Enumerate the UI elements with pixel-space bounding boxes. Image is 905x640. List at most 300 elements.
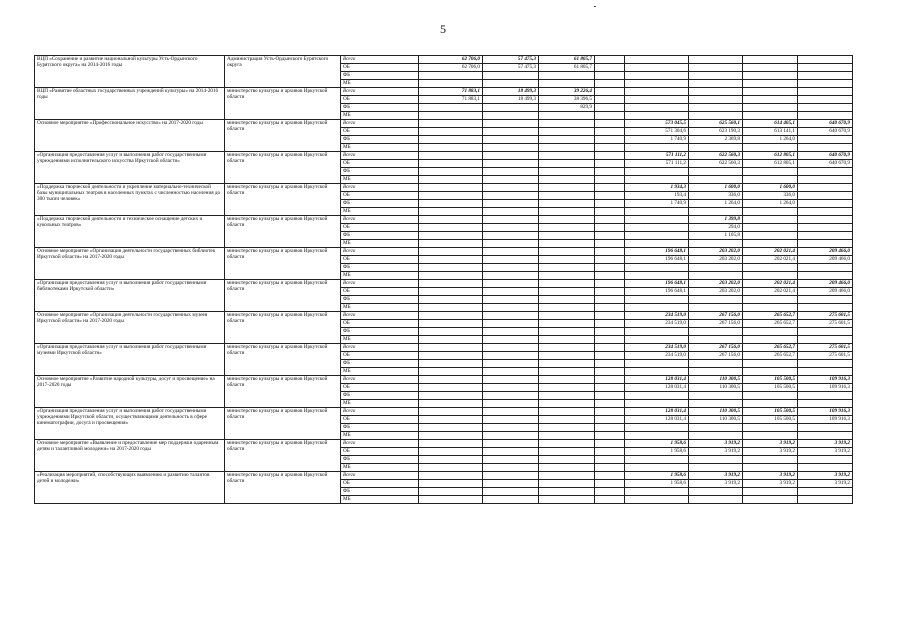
responsible-executor: министерство культуры и архивов Иркутской области xyxy=(225,440,341,472)
funding-source: МБ xyxy=(341,144,419,152)
empty-cell xyxy=(595,288,625,296)
amount-cell xyxy=(539,416,595,424)
amount-cell xyxy=(483,128,539,136)
empty-cell xyxy=(595,376,625,384)
amount-cell: 625 560,1 xyxy=(689,120,743,128)
amount-cell xyxy=(743,360,798,368)
amount-cell xyxy=(798,464,853,472)
amount-cell xyxy=(419,344,483,352)
amount-cell xyxy=(483,288,539,296)
amount-cell xyxy=(539,288,595,296)
amount-cell xyxy=(483,152,539,160)
funding-source: МБ xyxy=(341,432,419,440)
amount-cell: 202 021,4 xyxy=(743,288,798,296)
amount-cell xyxy=(539,360,595,368)
amount-cell xyxy=(743,88,798,96)
amount-cell xyxy=(798,240,853,248)
amount-cell xyxy=(539,168,595,176)
amount-cell: 62 706,0 xyxy=(419,56,483,64)
amount-cell xyxy=(539,336,595,344)
amount-cell xyxy=(483,264,539,272)
amount-cell: 3 919,2 xyxy=(798,480,853,488)
empty-cell xyxy=(595,392,625,400)
amount-cell xyxy=(419,328,483,336)
amount-cell xyxy=(625,424,689,432)
amount-cell xyxy=(419,440,483,448)
amount-cell xyxy=(483,272,539,280)
amount-cell xyxy=(743,328,798,336)
empty-cell xyxy=(595,80,625,88)
funding-source: Всего xyxy=(341,248,419,256)
funding-source: ФБ xyxy=(341,392,419,400)
funding-source: ФБ xyxy=(341,136,419,144)
amount-cell xyxy=(419,424,483,432)
amount-cell xyxy=(483,256,539,264)
empty-cell xyxy=(595,440,625,448)
empty-cell xyxy=(595,344,625,352)
amount-cell xyxy=(689,456,743,464)
amount-cell: 265 652,7 xyxy=(743,312,798,320)
amount-cell xyxy=(539,400,595,408)
amount-cell: 267 156,0 xyxy=(689,352,743,360)
amount-cell xyxy=(539,408,595,416)
amount-cell xyxy=(419,464,483,472)
amount-cell xyxy=(539,232,595,240)
amount-cell: 1 264,0 xyxy=(743,136,798,144)
amount-cell: 275 601,5 xyxy=(798,320,853,328)
empty-cell xyxy=(595,456,625,464)
table-row xyxy=(35,152,853,160)
amount-cell: 110 300,5 xyxy=(689,416,743,424)
funding-source: Всего xyxy=(341,344,419,352)
amount-cell: 234 519,0 xyxy=(625,312,689,320)
amount-cell: 614 405,1 xyxy=(743,120,798,128)
amount-cell xyxy=(483,400,539,408)
amount-cell: 622 560,3 xyxy=(689,152,743,160)
amount-cell xyxy=(625,168,689,176)
amount-cell xyxy=(483,344,539,352)
funding-source: Всего xyxy=(341,120,419,128)
amount-cell xyxy=(483,240,539,248)
amount-cell: 57 475,3 xyxy=(483,56,539,64)
amount-cell xyxy=(625,112,689,120)
table-row xyxy=(35,56,853,64)
table-row xyxy=(35,472,853,480)
table-row xyxy=(35,376,853,384)
amount-cell xyxy=(539,160,595,168)
amount-cell xyxy=(483,312,539,320)
empty-cell xyxy=(595,152,625,160)
amount-cell xyxy=(419,368,483,376)
amount-cell xyxy=(539,216,595,224)
amount-cell xyxy=(483,112,539,120)
amount-cell xyxy=(419,152,483,160)
amount-cell: 3 919,2 xyxy=(689,480,743,488)
amount-cell xyxy=(539,272,595,280)
amount-cell xyxy=(689,168,743,176)
amount-cell xyxy=(419,496,483,504)
amount-cell: 640 670,9 xyxy=(798,128,853,136)
amount-cell xyxy=(539,304,595,312)
amount-cell xyxy=(743,176,798,184)
amount-cell xyxy=(539,120,595,128)
amount-cell xyxy=(798,424,853,432)
amount-cell xyxy=(419,176,483,184)
amount-cell xyxy=(625,96,689,104)
amount-cell xyxy=(625,80,689,88)
empty-cell xyxy=(595,328,625,336)
amount-cell: 1 264,0 xyxy=(743,200,798,208)
amount-cell: 3 919,2 xyxy=(689,472,743,480)
amount-cell: 1 958,6 xyxy=(625,448,689,456)
funding-source: МБ xyxy=(341,80,419,88)
funding-source: МБ xyxy=(341,304,419,312)
empty-cell xyxy=(595,384,625,392)
amount-cell xyxy=(483,80,539,88)
empty-cell xyxy=(595,424,625,432)
amount-cell: 573 045,5 xyxy=(625,120,689,128)
empty-cell xyxy=(595,496,625,504)
amount-cell xyxy=(539,128,595,136)
amount-cell xyxy=(743,72,798,80)
amount-cell xyxy=(483,352,539,360)
empty-cell xyxy=(595,432,625,440)
funding-source: Всего xyxy=(341,408,419,416)
empty-cell xyxy=(595,312,625,320)
amount-cell xyxy=(689,240,743,248)
amount-cell xyxy=(625,336,689,344)
amount-cell xyxy=(419,400,483,408)
funding-source: ОБ xyxy=(341,480,419,488)
amount-cell xyxy=(798,360,853,368)
amount-cell xyxy=(483,376,539,384)
empty-cell xyxy=(595,224,625,232)
funding-source: Всего xyxy=(341,376,419,384)
amount-cell xyxy=(419,264,483,272)
amount-cell xyxy=(689,112,743,120)
amount-cell: 640 670,9 xyxy=(798,160,853,168)
amount-cell: 571 304,6 xyxy=(625,128,689,136)
amount-cell xyxy=(798,208,853,216)
amount-cell xyxy=(743,488,798,496)
amount-cell xyxy=(743,56,798,64)
amount-cell xyxy=(419,184,483,192)
funding-source: Всего xyxy=(341,472,419,480)
amount-cell xyxy=(798,296,853,304)
amount-cell xyxy=(689,96,743,104)
amount-cell xyxy=(539,352,595,360)
empty-cell xyxy=(595,448,625,456)
empty-cell xyxy=(595,120,625,128)
amount-cell xyxy=(798,112,853,120)
amount-cell xyxy=(689,304,743,312)
table-row xyxy=(35,408,853,416)
funding-source: МБ xyxy=(341,176,419,184)
amount-cell: 3 919,2 xyxy=(743,440,798,448)
amount-cell xyxy=(689,336,743,344)
amount-cell xyxy=(689,464,743,472)
amount-cell: 571 111,2 xyxy=(625,160,689,168)
amount-cell xyxy=(483,200,539,208)
amount-cell xyxy=(625,56,689,64)
funding-source: Всего xyxy=(341,152,419,160)
amount-cell: 39 226,4 xyxy=(539,88,595,96)
funding-source: МБ xyxy=(341,240,419,248)
amount-cell xyxy=(798,232,853,240)
amount-cell xyxy=(483,384,539,392)
funding-source: ОБ xyxy=(341,224,419,232)
amount-cell xyxy=(483,120,539,128)
empty-cell xyxy=(595,416,625,424)
amount-cell: 336,0 xyxy=(743,192,798,200)
amount-cell xyxy=(483,304,539,312)
amount-cell: 196 648,1 xyxy=(625,280,689,288)
amount-cell: 128 031,4 xyxy=(625,416,689,424)
amount-cell xyxy=(539,296,595,304)
table-row xyxy=(35,88,853,96)
empty-cell xyxy=(595,488,625,496)
amount-cell: 1 600,0 xyxy=(689,184,743,192)
responsible-executor: министерство культуры и архивов Иркутской области xyxy=(225,280,341,312)
scan-dot xyxy=(594,6,596,7)
amount-cell xyxy=(625,464,689,472)
amount-cell xyxy=(798,192,853,200)
amount-cell xyxy=(743,272,798,280)
amount-cell: 110 300,5 xyxy=(689,376,743,384)
amount-cell: 612 805,1 xyxy=(743,152,798,160)
funding-source: Всего xyxy=(341,280,419,288)
empty-cell xyxy=(595,320,625,328)
amount-cell: 612 805,1 xyxy=(743,160,798,168)
amount-cell xyxy=(798,368,853,376)
amount-cell xyxy=(539,464,595,472)
amount-cell xyxy=(419,360,483,368)
amount-cell xyxy=(539,240,595,248)
amount-cell: 1 934,3 xyxy=(625,184,689,192)
funding-source: МБ xyxy=(341,400,419,408)
funding-source: ОБ xyxy=(341,160,419,168)
amount-cell xyxy=(419,488,483,496)
amount-cell xyxy=(419,112,483,120)
funding-source: Всего xyxy=(341,216,419,224)
amount-cell: 3 919,2 xyxy=(743,472,798,480)
table-row xyxy=(35,248,853,256)
amount-cell xyxy=(798,144,853,152)
amount-cell: 829,9 xyxy=(539,104,595,112)
amount-cell: 62 706,0 xyxy=(419,64,483,72)
amount-cell xyxy=(689,88,743,96)
amount-cell: 209 466,0 xyxy=(798,256,853,264)
funding-source: ОБ xyxy=(341,256,419,264)
amount-cell xyxy=(743,232,798,240)
responsible-executor: министерство культуры и архивов Иркутской области xyxy=(225,472,341,504)
amount-cell: 1 958,6 xyxy=(625,480,689,488)
amount-cell xyxy=(689,104,743,112)
amount-cell xyxy=(625,216,689,224)
amount-cell xyxy=(539,472,595,480)
empty-cell xyxy=(595,464,625,472)
activity-name: «Реализация мероприятий, способствующих выявлению и развитию талантов детей и молодежи» xyxy=(35,472,225,504)
amount-cell xyxy=(689,72,743,80)
amount-cell: 613 141,1 xyxy=(743,128,798,136)
funding-source: Всего xyxy=(341,312,419,320)
amount-cell: 128 031,4 xyxy=(625,376,689,384)
amount-cell xyxy=(743,264,798,272)
amount-cell xyxy=(539,456,595,464)
amount-cell xyxy=(743,400,798,408)
funding-source: ФБ xyxy=(341,456,419,464)
activity-name: «Поддержка творческой деятельности и укрепление материально-технической базы муниципальных театров в населенных пунктах с численностью населения до 300 тысяч человек» xyxy=(35,184,225,216)
funding-source: ФБ xyxy=(341,72,419,80)
responsible-executor: министерство культуры и архивов Иркутской области xyxy=(225,408,341,440)
amount-cell xyxy=(539,200,595,208)
amount-cell xyxy=(539,72,595,80)
amount-cell xyxy=(798,72,853,80)
amount-cell xyxy=(419,408,483,416)
amount-cell: 3 919,2 xyxy=(743,480,798,488)
amount-cell xyxy=(689,432,743,440)
amount-cell xyxy=(539,392,595,400)
funding-source: ОБ xyxy=(341,320,419,328)
amount-cell xyxy=(798,80,853,88)
amount-cell xyxy=(798,104,853,112)
amount-cell xyxy=(798,216,853,224)
amount-cell xyxy=(483,464,539,472)
amount-cell xyxy=(539,112,595,120)
amount-cell xyxy=(689,392,743,400)
funding-source: ФБ xyxy=(341,328,419,336)
amount-cell xyxy=(625,328,689,336)
amount-cell xyxy=(419,312,483,320)
amount-cell: 3 919,2 xyxy=(798,440,853,448)
amount-cell xyxy=(539,424,595,432)
amount-cell xyxy=(743,112,798,120)
amount-cell xyxy=(743,216,798,224)
activity-name: «Организация предоставления услуг и выполнения работ государственными музеями Иркутской области» xyxy=(35,344,225,376)
amount-cell xyxy=(625,232,689,240)
empty-cell xyxy=(595,112,625,120)
amount-cell xyxy=(798,168,853,176)
amount-cell: 203 202,0 xyxy=(689,248,743,256)
amount-cell: 105 500,5 xyxy=(743,416,798,424)
amount-cell: 265 652,7 xyxy=(743,352,798,360)
empty-cell xyxy=(595,360,625,368)
amount-cell: 1 958,6 xyxy=(625,440,689,448)
amount-cell xyxy=(483,368,539,376)
amount-cell xyxy=(419,200,483,208)
amount-cell xyxy=(419,272,483,280)
amount-cell xyxy=(743,80,798,88)
responsible-executor: министерство культуры и архивов Иркутской области xyxy=(225,184,341,216)
amount-cell xyxy=(419,160,483,168)
empty-cell xyxy=(595,184,625,192)
funding-source: МБ xyxy=(341,368,419,376)
amount-cell: 18 499,3 xyxy=(483,96,539,104)
empty-cell xyxy=(595,208,625,216)
amount-cell xyxy=(483,416,539,424)
funding-source: ФБ xyxy=(341,104,419,112)
amount-cell xyxy=(419,384,483,392)
amount-cell xyxy=(539,320,595,328)
responsible-executor: министерство культуры и архивов Иркутской области xyxy=(225,216,341,248)
table-row xyxy=(35,344,853,352)
amount-cell xyxy=(483,184,539,192)
amount-cell xyxy=(743,464,798,472)
amount-cell xyxy=(689,56,743,64)
amount-cell xyxy=(539,440,595,448)
amount-cell xyxy=(539,136,595,144)
empty-cell xyxy=(595,56,625,64)
amount-cell xyxy=(539,480,595,488)
amount-cell: 71 883,1 xyxy=(419,96,483,104)
amount-cell xyxy=(743,96,798,104)
amount-cell xyxy=(483,448,539,456)
empty-cell xyxy=(595,272,625,280)
amount-cell xyxy=(689,424,743,432)
activity-name: «Организация предоставления услуг и выполнения работ государственными библиотеками Иркутской области» xyxy=(35,280,225,312)
amount-cell: 203 202,0 xyxy=(689,280,743,288)
funding-source: МБ xyxy=(341,112,419,120)
amount-cell xyxy=(625,368,689,376)
amount-cell xyxy=(743,304,798,312)
amount-cell xyxy=(483,144,539,152)
amount-cell xyxy=(419,168,483,176)
amount-cell xyxy=(483,472,539,480)
amount-cell xyxy=(743,296,798,304)
amount-cell: 265 652,7 xyxy=(743,344,798,352)
amount-cell xyxy=(689,144,743,152)
table-row xyxy=(35,440,853,448)
amount-cell xyxy=(689,264,743,272)
amount-cell xyxy=(539,448,595,456)
activity-name: Основное мероприятие «Организация деятельности государственных библиотек Иркутской области» на 2017-2020 годы xyxy=(35,248,225,280)
amount-cell: 267 156,0 xyxy=(689,320,743,328)
amount-cell: 275 601,5 xyxy=(798,352,853,360)
amount-cell xyxy=(539,208,595,216)
amount-cell xyxy=(689,400,743,408)
amount-cell xyxy=(419,72,483,80)
amount-cell xyxy=(743,168,798,176)
amount-cell xyxy=(483,424,539,432)
amount-cell: 18 499,3 xyxy=(483,88,539,96)
budget-table xyxy=(34,55,853,504)
funding-source: ОБ xyxy=(341,416,419,424)
amount-cell xyxy=(625,264,689,272)
amount-cell xyxy=(798,176,853,184)
amount-cell xyxy=(689,328,743,336)
empty-cell xyxy=(595,136,625,144)
amount-cell xyxy=(483,232,539,240)
empty-cell xyxy=(595,200,625,208)
empty-cell xyxy=(595,192,625,200)
amount-cell xyxy=(483,208,539,216)
amount-cell: 209 466,0 xyxy=(798,280,853,288)
amount-cell xyxy=(483,440,539,448)
funding-source: ФБ xyxy=(341,296,419,304)
amount-cell xyxy=(419,288,483,296)
amount-cell xyxy=(798,264,853,272)
empty-cell xyxy=(595,240,625,248)
amount-cell: 234 519,0 xyxy=(625,320,689,328)
activity-name: ВЦП «Сохранение и развитие национальной культуры Усть-Ордынского Бурятского округа» на 2014-2016 годы xyxy=(35,56,225,88)
empty-cell xyxy=(595,176,625,184)
funding-source: ФБ xyxy=(341,360,419,368)
amount-cell: 267 156,0 xyxy=(689,344,743,352)
amount-cell xyxy=(539,488,595,496)
empty-cell xyxy=(595,400,625,408)
funding-source: ОБ xyxy=(341,352,419,360)
amount-cell xyxy=(539,256,595,264)
